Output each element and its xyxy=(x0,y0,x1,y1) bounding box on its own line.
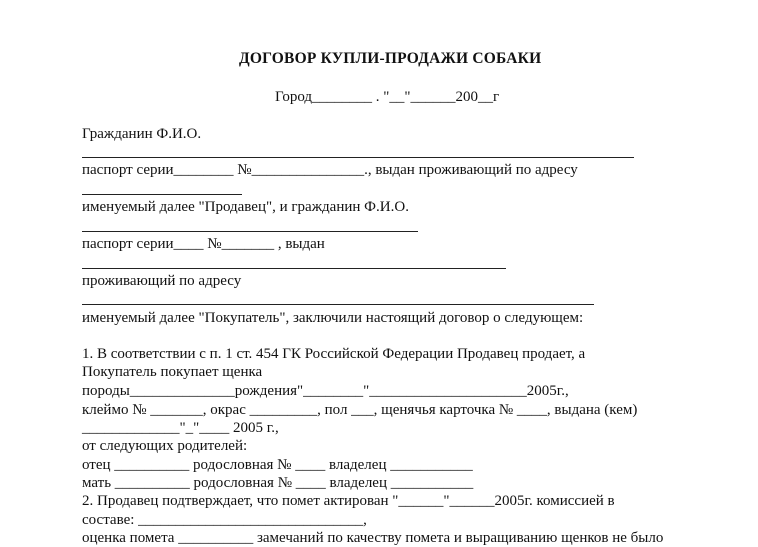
seller-name-underline xyxy=(82,157,634,158)
clause-1-issued-line: _____________"_"____ 2005 г., xyxy=(82,420,279,436)
father-line: отец __________ родословная № ____ владелец ___________ xyxy=(82,457,473,473)
clause-1-line-1: 1. В соответствии с п. 1 ст. 454 ГК Российской Федерации Продавец продает, а xyxy=(82,346,586,362)
mother-line: мать __________ родословная № ____ владелец ___________ xyxy=(82,475,474,491)
clause-1-line-2: Покупатель покупает щенка xyxy=(82,364,263,380)
seller-address-underline xyxy=(82,194,242,195)
buyer-passport-line: паспорт серии____ №_______ , выдан xyxy=(82,236,325,252)
parents-label: от следующих родителей: xyxy=(82,438,248,454)
city-date-line: Город________ . "__"______200__г xyxy=(275,89,500,105)
seller-name-label: Гражданин Ф.И.О. xyxy=(82,126,202,142)
seller-passport-line: паспорт серии________ №_______________., выдан проживающий по адресу xyxy=(82,162,578,178)
buyer-designation-line: именуемый далее "Покупатель", заключили настоящий договор о следующем: xyxy=(82,310,584,326)
clause-2-line-2: составе: ______________________________, xyxy=(82,512,367,528)
seller-designation-line: именуемый далее "Продавец", и гражданин Ф.И.О. xyxy=(82,199,409,215)
buyer-address-label: проживающий по адресу xyxy=(82,273,242,289)
buyer-name-underline xyxy=(82,231,418,232)
clause-1-brand-line: клеймо № _______, окрас _________, пол ___, щенячья карточка № ____, выдана (кем) xyxy=(82,402,638,418)
clause-2-line-1: 2. Продавец подтверждает, что помет актирован "______"______2005г. комиссией в xyxy=(82,493,615,509)
clause-1-breed-line: породы______________рождения"________"_____________________2005г., xyxy=(82,383,569,399)
buyer-passport-underline xyxy=(82,268,506,269)
buyer-address-underline xyxy=(82,304,594,305)
clause-2-line-3: оценка помета __________ замечаний по качеству помета и выращиванию щенков не было xyxy=(82,530,664,546)
document-title: ДОГОВОР КУПЛИ-ПРОДАЖИ СОБАКИ xyxy=(239,50,542,67)
